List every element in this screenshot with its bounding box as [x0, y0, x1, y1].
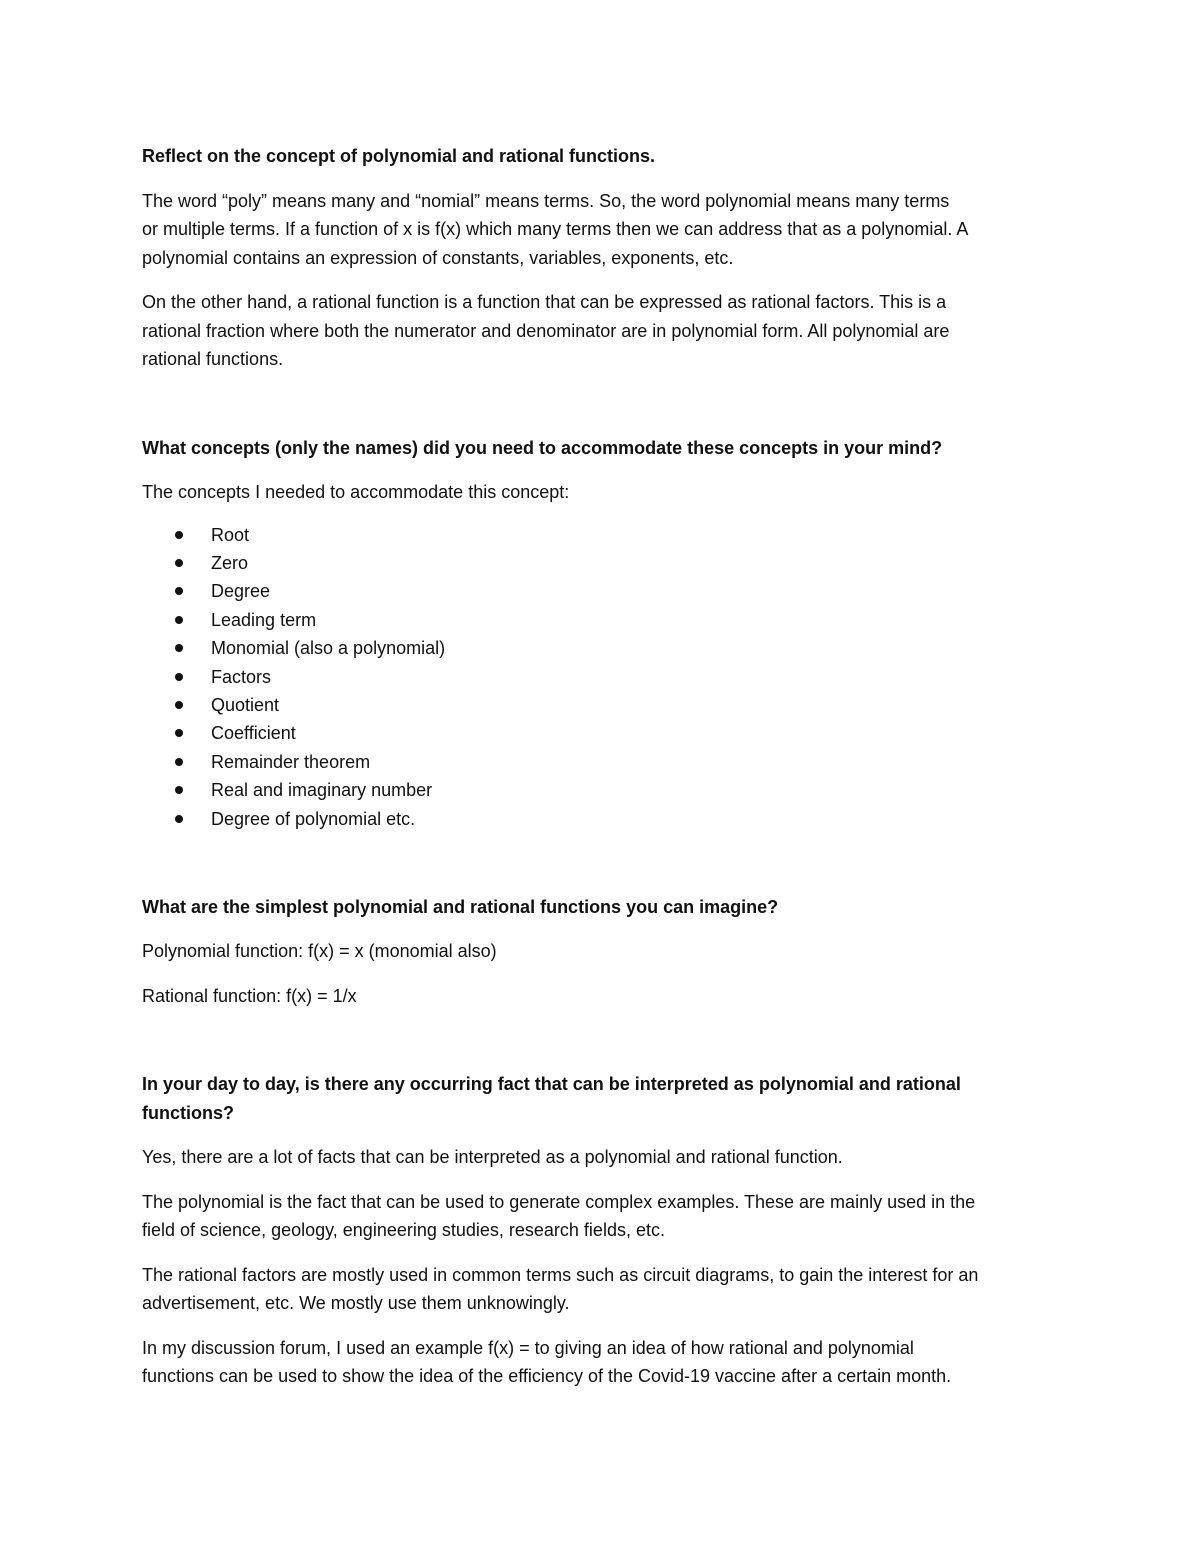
paragraph-line: The word “poly” means many and “nomial” means terms. So, the word polynomial means many terms — [142, 190, 950, 211]
list-item: Factors — [142, 663, 1062, 691]
section-heading-simplest: What are the simplest polynomial and rational functions you can imagine? — [142, 896, 779, 917]
list-item: Remainder theorem — [142, 748, 1062, 776]
paragraph-line: polynomial contains an expression of constants, variables, exponents, etc. — [142, 247, 734, 268]
paragraph-rational-uses — [142, 1261, 1062, 1318]
heading-line: In your day to day, is there any occurring fact that can be interpreted as polynomial and rational — [142, 1074, 961, 1095]
paragraph-poly-definition — [142, 187, 1062, 273]
bullet-icon — [175, 587, 183, 595]
paragraph-line: The rational factors are mostly used in common terms such as circuit diagrams, to gain the interest for an — [142, 1264, 979, 1285]
paragraph-line: In my discussion forum, I used an example f(x) = to giving an idea of how rational and polynomial — [142, 1337, 914, 1358]
bullet-icon — [175, 616, 183, 624]
list-item: Degree — [142, 577, 1062, 605]
bullet-icon — [175, 531, 183, 539]
list-item: Zero — [142, 549, 1062, 577]
document-page — [142, 142, 1062, 1391]
rational-example: Rational function: f(x) = 1/x — [142, 985, 357, 1006]
list-item: Quotient — [142, 691, 1062, 719]
bullet-icon — [175, 673, 183, 681]
list-item: Degree of polynomial etc. — [142, 805, 1062, 833]
list-item: Coefficient — [142, 719, 1062, 747]
bullet-icon — [175, 758, 183, 766]
list-item: Leading term — [142, 606, 1062, 634]
bullet-icon — [175, 729, 183, 737]
bullet-icon — [175, 644, 183, 652]
bullet-icon — [175, 701, 183, 709]
paragraph-yes: Yes, there are a lot of facts that can be interpreted as a polynomial and rational function. — [142, 1147, 843, 1168]
concepts-intro: The concepts I needed to accommodate this concept: — [142, 482, 570, 502]
paragraph-line: The polynomial is the fact that can be used to generate complex examples. These are mainly used in the — [142, 1191, 976, 1212]
paragraph-polynomial-uses — [142, 1188, 1062, 1245]
paragraph-line: rational fraction where both the numerator and denominator are in polynomial form. All polynomial are — [142, 320, 950, 341]
paragraph-rational-definition — [142, 288, 1062, 374]
list-item: Root — [142, 521, 1062, 549]
section-heading-day-to-day — [142, 1070, 1062, 1127]
bullet-icon — [175, 559, 183, 567]
concepts-list — [142, 521, 1062, 833]
paragraph-line: functions can be used to show the idea of the efficiency of the Covid-19 vaccine after a certain month. — [142, 1366, 952, 1387]
bullet-icon — [175, 786, 183, 794]
section-heading-reflect: Reflect on the concept of polynomial and rational functions. — [142, 146, 656, 166]
paragraph-line: advertisement, etc. We mostly use them unknowingly. — [142, 1293, 570, 1314]
polynomial-example: Polynomial function: f(x) = x (monomial also) — [142, 941, 497, 962]
heading-line: functions? — [142, 1102, 234, 1123]
section-heading-concepts: What concepts (only the names) did you need to accommodate these concepts in your mind? — [142, 437, 943, 458]
paragraph-line: rational functions. — [142, 349, 284, 369]
bullet-icon — [175, 815, 183, 823]
paragraph-line: field of science, geology, engineering studies, research fields, etc. — [142, 1220, 665, 1241]
paragraph-discussion-forum — [142, 1334, 1062, 1391]
paragraph-line: or multiple terms. If a function of x is f(x) which many terms then we can address that as a polynomial. A — [142, 219, 969, 239]
list-item: Real and imaginary number — [142, 776, 1062, 804]
paragraph-line: On the other hand, a rational function is a function that can be expressed as rational factors. This is a — [142, 292, 947, 312]
list-item: Monomial (also a polynomial) — [142, 634, 1062, 662]
